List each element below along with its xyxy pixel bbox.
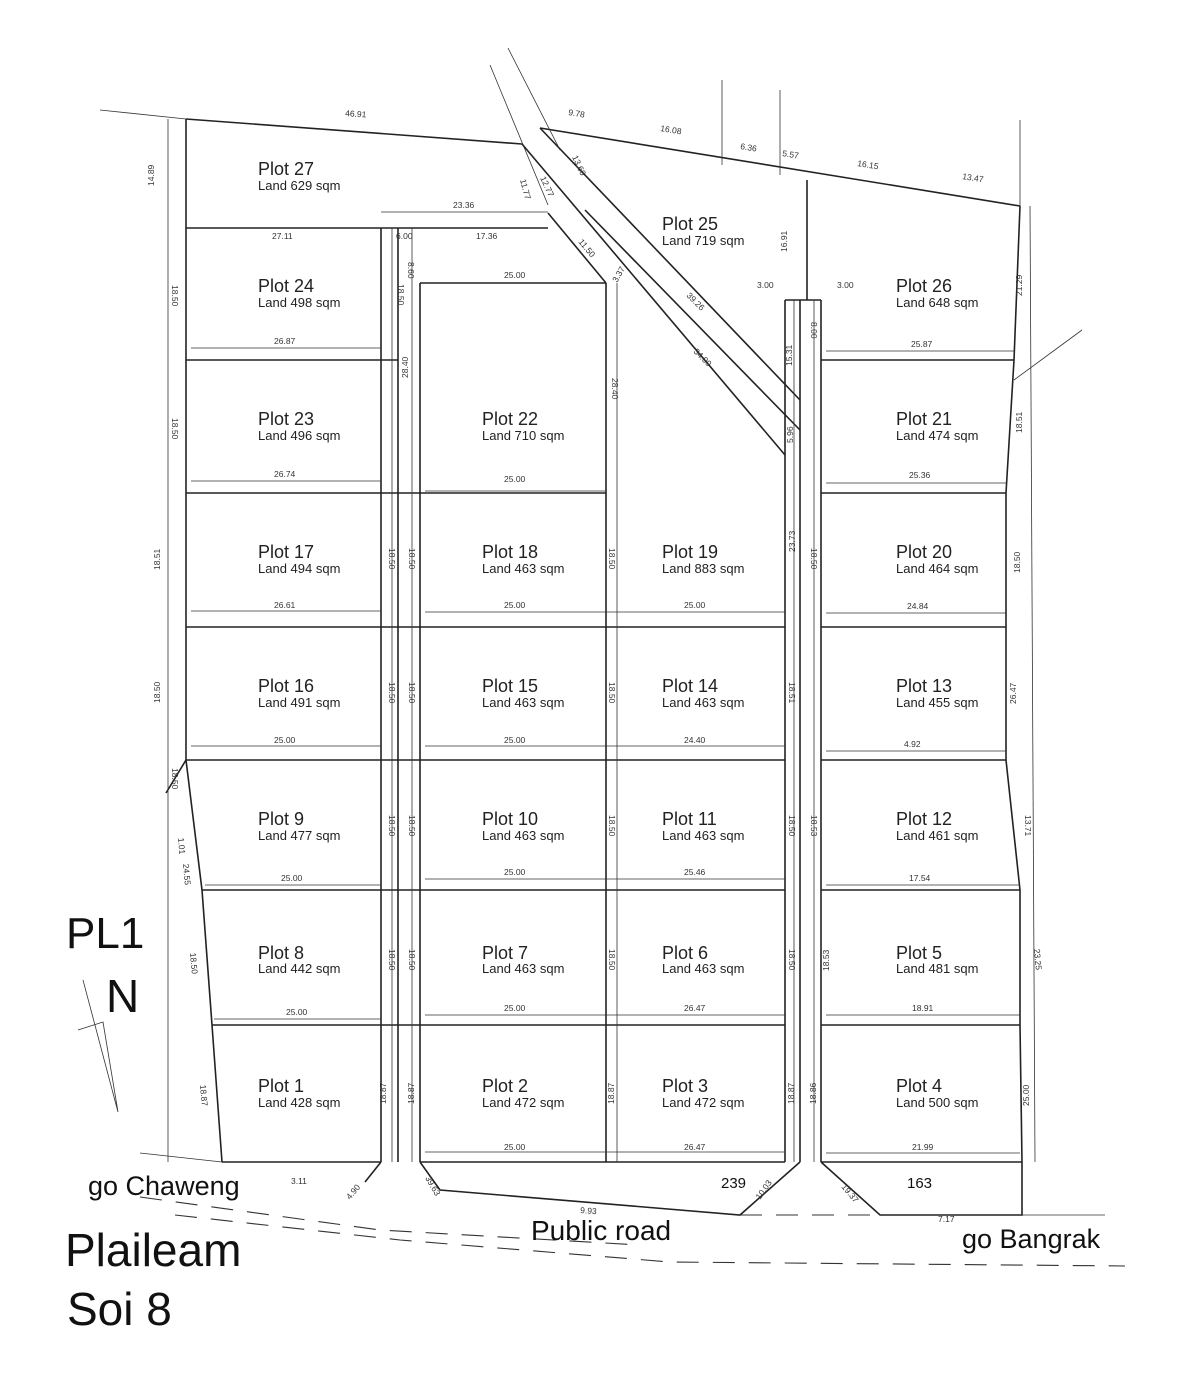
- dimension-label: 28.40: [400, 356, 410, 378]
- plot-1-area: Land 428 sqm: [258, 1095, 341, 1110]
- dimension-label: 1.01: [176, 837, 188, 855]
- dimension-label: 16.15: [856, 158, 880, 172]
- dimension-label: 4.92: [904, 739, 921, 749]
- plot-4-area: Land 500 sqm: [896, 1095, 979, 1110]
- dimension-label: 18.50: [1012, 551, 1022, 573]
- dimension-label: 18.50: [170, 418, 180, 440]
- dimension-label: 39.63: [423, 1174, 443, 1198]
- dimension-label: 15.31: [784, 344, 794, 366]
- dimension-label: 17.54: [909, 873, 931, 883]
- dimension-label: 18.50: [387, 815, 397, 837]
- dimension-label: 14.89: [146, 164, 156, 186]
- dimension-label: 16.08: [659, 123, 683, 137]
- go-bangrak-label: go Bangrak: [962, 1224, 1101, 1254]
- plot-9-name: Plot 9: [258, 809, 305, 829]
- dimension-label: 12.77: [538, 174, 557, 199]
- dimension-label: 18.50: [607, 949, 617, 971]
- dimension-label: 18.91: [912, 1003, 934, 1013]
- dimension-label: 18.50: [607, 682, 617, 704]
- go-chaweng-label: go Chaweng: [88, 1171, 240, 1201]
- dimension-label: 18.87: [786, 1082, 796, 1104]
- plot-11-name: Plot 11: [662, 809, 717, 829]
- plot-27-name: Plot 27: [258, 159, 315, 179]
- dimension-label: 18.53: [809, 815, 819, 837]
- dimension-label: 18.50: [387, 548, 397, 570]
- north-label: N: [106, 970, 140, 1022]
- plot-19-name: Plot 19: [662, 542, 719, 562]
- dimension-label: 24.84: [907, 601, 929, 611]
- plot-20-name: Plot 20: [896, 542, 953, 562]
- dimension-label: 25.46: [684, 867, 706, 877]
- dimension-label: 25.00: [1021, 1084, 1031, 1106]
- dimension-label: 3.37: [610, 264, 628, 284]
- dimension-label: 4.90: [343, 1182, 363, 1202]
- dimension-label: 18.50: [809, 548, 819, 570]
- plot-10-name: Plot 10: [482, 809, 539, 829]
- plot-25-name: Plot 25: [662, 214, 719, 234]
- dimension-label: 26.61: [274, 600, 296, 610]
- dimension-label: 18.53: [821, 949, 831, 971]
- plot-26-area: Land 648 sqm: [896, 295, 979, 310]
- dimension-label: 18.87: [406, 1082, 416, 1104]
- dimension-label: 26.47: [684, 1142, 706, 1152]
- dimension-label: 25.00: [504, 1003, 526, 1013]
- plot-22-name: Plot 22: [482, 409, 539, 429]
- plot-1-name: Plot 1: [258, 1076, 305, 1096]
- dimension-label: 18.50: [407, 815, 417, 837]
- dimension-label: 6.36: [739, 141, 758, 154]
- dimension-label: 13.60: [570, 153, 589, 178]
- plot-18-area: Land 463 sqm: [482, 561, 565, 576]
- plot-25-area: Land 719 sqm: [662, 233, 745, 248]
- dimension-label: 25.00: [504, 600, 526, 610]
- plot-24-name: Plot 24: [258, 276, 315, 296]
- plot-5-area: Land 481 sqm: [896, 961, 979, 976]
- dimension-label: 18.50: [607, 548, 617, 570]
- plot-labels: [258, 159, 978, 1110]
- dimension-label: 18.50: [170, 285, 180, 307]
- dimension-label: 23.73: [787, 530, 797, 552]
- dimension-label: 25.00: [504, 270, 526, 280]
- plot-4-name: Plot 4: [896, 1076, 943, 1096]
- dimension-label: 28.40: [610, 378, 620, 400]
- dimension-label: 18.87: [378, 1082, 388, 1104]
- plot-23-name: Plot 23: [258, 409, 315, 429]
- location-line1: Plaileam: [65, 1224, 242, 1276]
- dimension-label: 18.50: [387, 949, 397, 971]
- dimension-label: 25.00: [504, 867, 526, 877]
- plot-19-area: Land 883 sqm: [662, 561, 745, 576]
- plot-27-area: Land 629 sqm: [258, 178, 341, 193]
- dimension-label: 8.00: [809, 322, 819, 339]
- dimension-label: 25.00: [684, 600, 706, 610]
- plot-6-name: Plot 6: [662, 943, 709, 963]
- dimension-label: 26.47: [684, 1003, 706, 1013]
- plot-11-area: Land 463 sqm: [662, 828, 745, 843]
- dimension-label: 18.51: [152, 548, 162, 570]
- dimension-label: 9.78: [567, 107, 586, 120]
- dimension-label: 18.50: [396, 284, 406, 306]
- plot-7-area: Land 463 sqm: [482, 961, 565, 976]
- dimension-label: 7.17: [938, 1214, 955, 1224]
- plot-16-area: Land 491 sqm: [258, 695, 341, 710]
- dimension-label: 18.50: [407, 548, 417, 570]
- area-239-label: 239: [721, 1175, 747, 1192]
- dimension-label: 34.09: [691, 346, 714, 369]
- dimension-label: 18.50: [188, 952, 200, 975]
- plot-12-area: Land 461 sqm: [896, 828, 979, 843]
- area-163-label: 163: [907, 1175, 933, 1192]
- plot-21-name: Plot 21: [896, 409, 953, 429]
- dimension-label: 23.25: [1032, 948, 1044, 971]
- dimension-label: 25.00: [504, 1142, 526, 1152]
- dimension-label: 18.50: [607, 815, 617, 837]
- plot-3-name: Plot 3: [662, 1076, 709, 1096]
- dimension-label: 9.93: [579, 1205, 598, 1217]
- dimension-labels: [146, 107, 1044, 1224]
- dimension-label: 18.50: [787, 815, 797, 837]
- plot-14-area: Land 463 sqm: [662, 695, 745, 710]
- dimension-label: 25.36: [909, 470, 931, 480]
- dimension-label: 23.36: [453, 200, 475, 210]
- plot-lines: [100, 48, 1105, 1215]
- dimension-label: 11.77: [518, 177, 534, 201]
- plot-8-name: Plot 8: [258, 943, 305, 963]
- plot-17-name: Plot 17: [258, 542, 315, 562]
- dimension-label: 25.87: [911, 339, 933, 349]
- dimension-label: 25.00: [504, 735, 526, 745]
- plot-22-area: Land 710 sqm: [482, 428, 565, 443]
- dimension-label: 11.50: [576, 236, 598, 260]
- plot-26-name: Plot 26: [896, 276, 953, 296]
- plot-20-area: Land 464 sqm: [896, 561, 979, 576]
- dimension-label: 19.37: [839, 1181, 861, 1205]
- pl1-label: PL1: [66, 909, 145, 958]
- dimension-label: 39.26: [684, 290, 707, 313]
- dimension-label: 25.00: [286, 1007, 308, 1017]
- plot-2-area: Land 472 sqm: [482, 1095, 565, 1110]
- plot-9-area: Land 477 sqm: [258, 828, 341, 843]
- dimension-label: 18.51: [1014, 411, 1024, 433]
- plot-23-area: Land 496 sqm: [258, 428, 341, 443]
- plot-15-name: Plot 15: [482, 676, 539, 696]
- dimension-label: 27.11: [272, 231, 293, 241]
- plot-13-area: Land 455 sqm: [896, 695, 979, 710]
- dimension-label: 18.50: [787, 949, 797, 971]
- plot-24-area: Land 498 sqm: [258, 295, 341, 310]
- dimension-label: 24.55: [181, 863, 193, 886]
- dimension-label: 10.03: [753, 1177, 774, 1202]
- dimension-label: 26.74: [274, 469, 296, 479]
- dimension-label: 6.00: [396, 231, 413, 241]
- plot-12-name: Plot 12: [896, 809, 953, 829]
- plot-18-name: Plot 18: [482, 542, 539, 562]
- plot-15-area: Land 463 sqm: [482, 695, 565, 710]
- dimension-label: 18.50: [170, 768, 180, 790]
- dimension-label: 17.36: [476, 231, 498, 241]
- plot-13-name: Plot 13: [896, 676, 953, 696]
- dimension-label: 18.51: [787, 682, 797, 704]
- dimension-label: 21.99: [912, 1142, 934, 1152]
- dimension-label: 18.87: [198, 1084, 210, 1107]
- dimension-label: 25.00: [281, 873, 303, 883]
- dimension-label: 8.60: [406, 262, 416, 279]
- dimension-label: 24.40: [684, 735, 706, 745]
- dimension-label: 18.50: [407, 682, 417, 704]
- plot-6-area: Land 463 sqm: [662, 961, 745, 976]
- plot-7-name: Plot 7: [482, 943, 529, 963]
- plot-3-area: Land 472 sqm: [662, 1095, 745, 1110]
- dimension-label: 18.86: [808, 1082, 818, 1104]
- dimension-label: 16.91: [779, 230, 789, 252]
- dimension-label: 13.47: [961, 171, 985, 185]
- plot-5-name: Plot 5: [896, 943, 943, 963]
- dimension-label: 3.11: [291, 1176, 307, 1186]
- dimension-label: 3.00: [837, 280, 854, 290]
- plot-10-area: Land 463 sqm: [482, 828, 565, 843]
- dimension-label: 5.57: [781, 148, 800, 161]
- location-line2: Soi 8: [67, 1283, 172, 1335]
- plot-21-area: Land 474 sqm: [896, 428, 979, 443]
- dimension-label: 13.71: [1023, 815, 1033, 837]
- dimension-label: 25.00: [504, 474, 526, 484]
- dimension-label: 21.29: [1014, 274, 1024, 296]
- dimension-label: 18.50: [407, 949, 417, 971]
- plot-16-name: Plot 16: [258, 676, 315, 696]
- plot-2-name: Plot 2: [482, 1076, 529, 1096]
- dimension-label: 25.00: [274, 735, 296, 745]
- plot-8-area: Land 442 sqm: [258, 961, 341, 976]
- dimension-label: 26.87: [274, 336, 296, 346]
- dimension-label: 26.47: [1008, 682, 1018, 704]
- dimension-label: 46.91: [344, 108, 367, 120]
- plot-14-name: Plot 14: [662, 676, 719, 696]
- dimension-label: 18.50: [387, 682, 397, 704]
- dimension-label: 3.00: [757, 280, 774, 290]
- public-road-label: Public road: [531, 1215, 672, 1246]
- plot-17-area: Land 494 sqm: [258, 561, 341, 576]
- dimension-label: 18.87: [606, 1082, 616, 1104]
- dimension-label: 18.50: [152, 681, 162, 703]
- dimension-label: 5.96: [785, 426, 795, 443]
